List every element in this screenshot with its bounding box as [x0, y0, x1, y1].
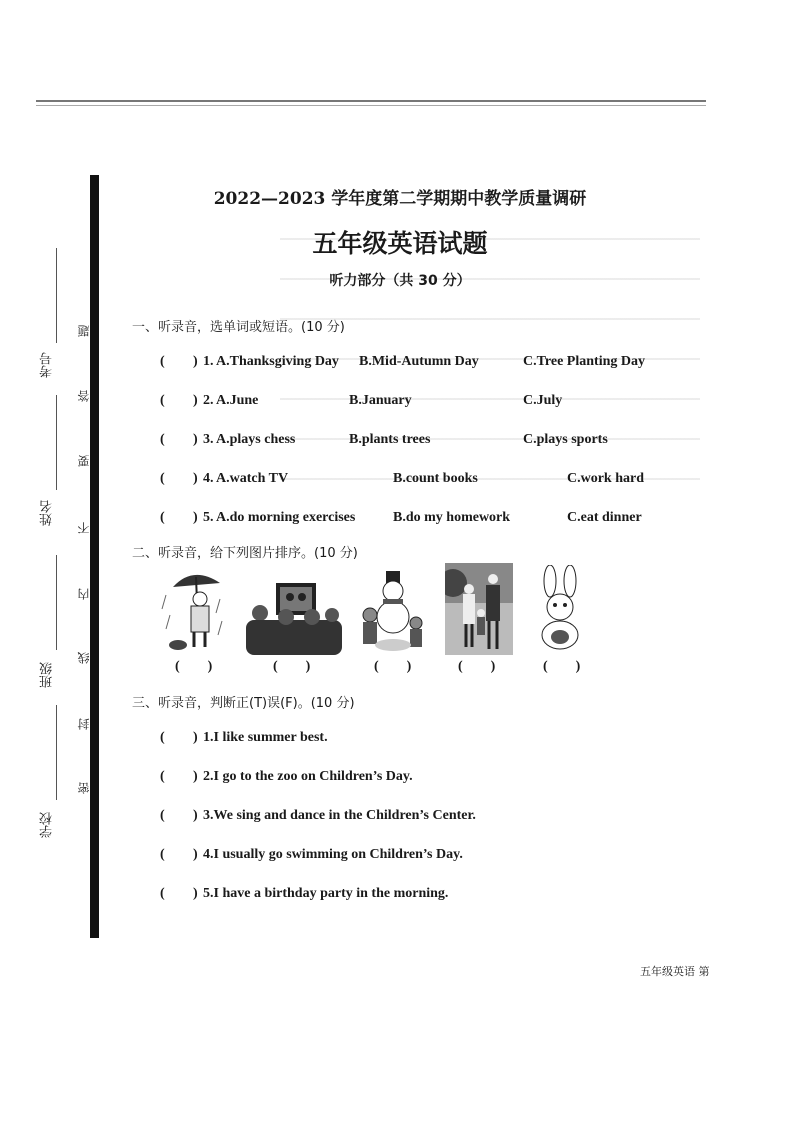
answer-paren-open: (: [160, 354, 165, 369]
top-rule: [36, 100, 706, 106]
answer-paren-open: (: [160, 808, 165, 823]
seal-char: 题: [77, 325, 91, 337]
exam-number-line: [56, 248, 57, 343]
class-line: [56, 555, 57, 650]
statement-text: 2.I go to the zoo on Children’s Day.: [203, 769, 413, 784]
option-c: C.eat dinner: [567, 510, 642, 525]
option-b: B.Mid-Autumn Day: [359, 354, 479, 369]
family-watching-tv-image: [246, 565, 342, 655]
answer-paren-close: ): [193, 808, 198, 823]
section-1-heading: 一、听录音，选单词或短语。(10 分): [132, 320, 345, 335]
option-c: C.work hard: [567, 471, 645, 486]
school-line: [56, 705, 57, 800]
section-3-heading: 三、听录音，判断正(T)误(F)。(10 分): [132, 696, 355, 711]
seal-char: 密: [77, 782, 91, 794]
statement-text: 5.I have a birthday party in the morning.: [203, 886, 449, 901]
option-c: C.plays sports: [523, 432, 608, 447]
listening-section-title: 听力部分（共 30 分）: [329, 273, 471, 289]
answer-paren-close: ): [193, 354, 198, 369]
option-a: A.watch TV: [216, 471, 289, 486]
answer-paren-open: (: [160, 432, 165, 447]
option-a: A.plays chess: [216, 432, 296, 447]
seal-char: 内: [77, 588, 91, 600]
seal-char: 不: [77, 522, 91, 534]
statement-text: 1.I like summer best.: [203, 730, 328, 745]
snowman-and-children-image: [358, 565, 426, 655]
option-c: C.Tree Planting Day: [523, 354, 645, 369]
boy-with-umbrella-in-rain-image: [158, 565, 228, 655]
answer-paren-open: (: [160, 510, 165, 525]
picture-4-answer: ( ): [458, 659, 496, 674]
question-number: 5.: [203, 510, 214, 525]
option-b: B.do my homework: [393, 510, 511, 525]
answer-paren-close: ): [193, 471, 198, 486]
school-label: 学校: [40, 812, 55, 838]
answer-paren-open: (: [160, 769, 165, 784]
answer-paren-open: (: [160, 471, 165, 486]
picture-2-answer: ( ): [273, 659, 311, 674]
name-line: [56, 395, 57, 490]
picture-3-answer: ( ): [374, 659, 412, 674]
answer-paren-close: ): [193, 769, 198, 784]
seal-char: 要: [77, 455, 91, 467]
seal-char: 封: [77, 718, 91, 730]
option-b: B.plants trees: [349, 432, 431, 447]
question-number: 1.: [203, 354, 214, 369]
option-b: B.January: [349, 393, 412, 408]
exam-title-line1: 2022—2023 学年度第二学期期中教学质量调研: [213, 189, 587, 209]
question-number: 2.: [203, 393, 214, 408]
option-a: A.Thanksgiving Day: [216, 354, 339, 369]
class-label: 班级: [40, 662, 55, 688]
statement-text: 4.I usually go swimming on Children’s Day.: [203, 847, 463, 862]
family-walking-in-park-image: [445, 563, 513, 655]
question-number: 3.: [203, 432, 214, 447]
answer-paren-close: ): [193, 847, 198, 862]
picture-1-answer: ( ): [175, 659, 213, 674]
answer-paren-open: (: [160, 886, 165, 901]
answer-paren-close: ): [193, 510, 198, 525]
answer-paren-close: ): [193, 730, 198, 745]
option-b: B.count books: [393, 471, 478, 486]
binding-bar: [90, 175, 99, 938]
picture-5-answer: ( ): [543, 659, 581, 674]
section-2-heading: 二、听录音，给下列图片排序。(10 分): [132, 546, 358, 561]
question-number: 4.: [203, 471, 214, 486]
statement-text: 3.We sing and dance in the Children’s Center.: [203, 808, 476, 823]
rabbit-image: [530, 565, 590, 655]
answer-paren-close: ): [193, 432, 198, 447]
option-a: A.June: [216, 393, 259, 408]
answer-paren-open: (: [160, 847, 165, 862]
answer-paren-open: (: [160, 393, 165, 408]
answer-paren-close: ): [193, 886, 198, 901]
exam-number-label: 考号: [40, 352, 55, 378]
answer-paren-open: (: [160, 730, 165, 745]
name-label: 姓名: [40, 500, 55, 526]
answer-paren-close: ): [193, 393, 198, 408]
option-c: C.July: [523, 393, 563, 408]
seal-char: 答: [77, 390, 91, 402]
page-footer: 五年级英语 第: [640, 965, 710, 978]
option-a: A.do morning exercises: [216, 510, 356, 525]
seal-char: 线: [77, 652, 91, 664]
exam-title-line2: 五年级英语试题: [312, 229, 488, 258]
